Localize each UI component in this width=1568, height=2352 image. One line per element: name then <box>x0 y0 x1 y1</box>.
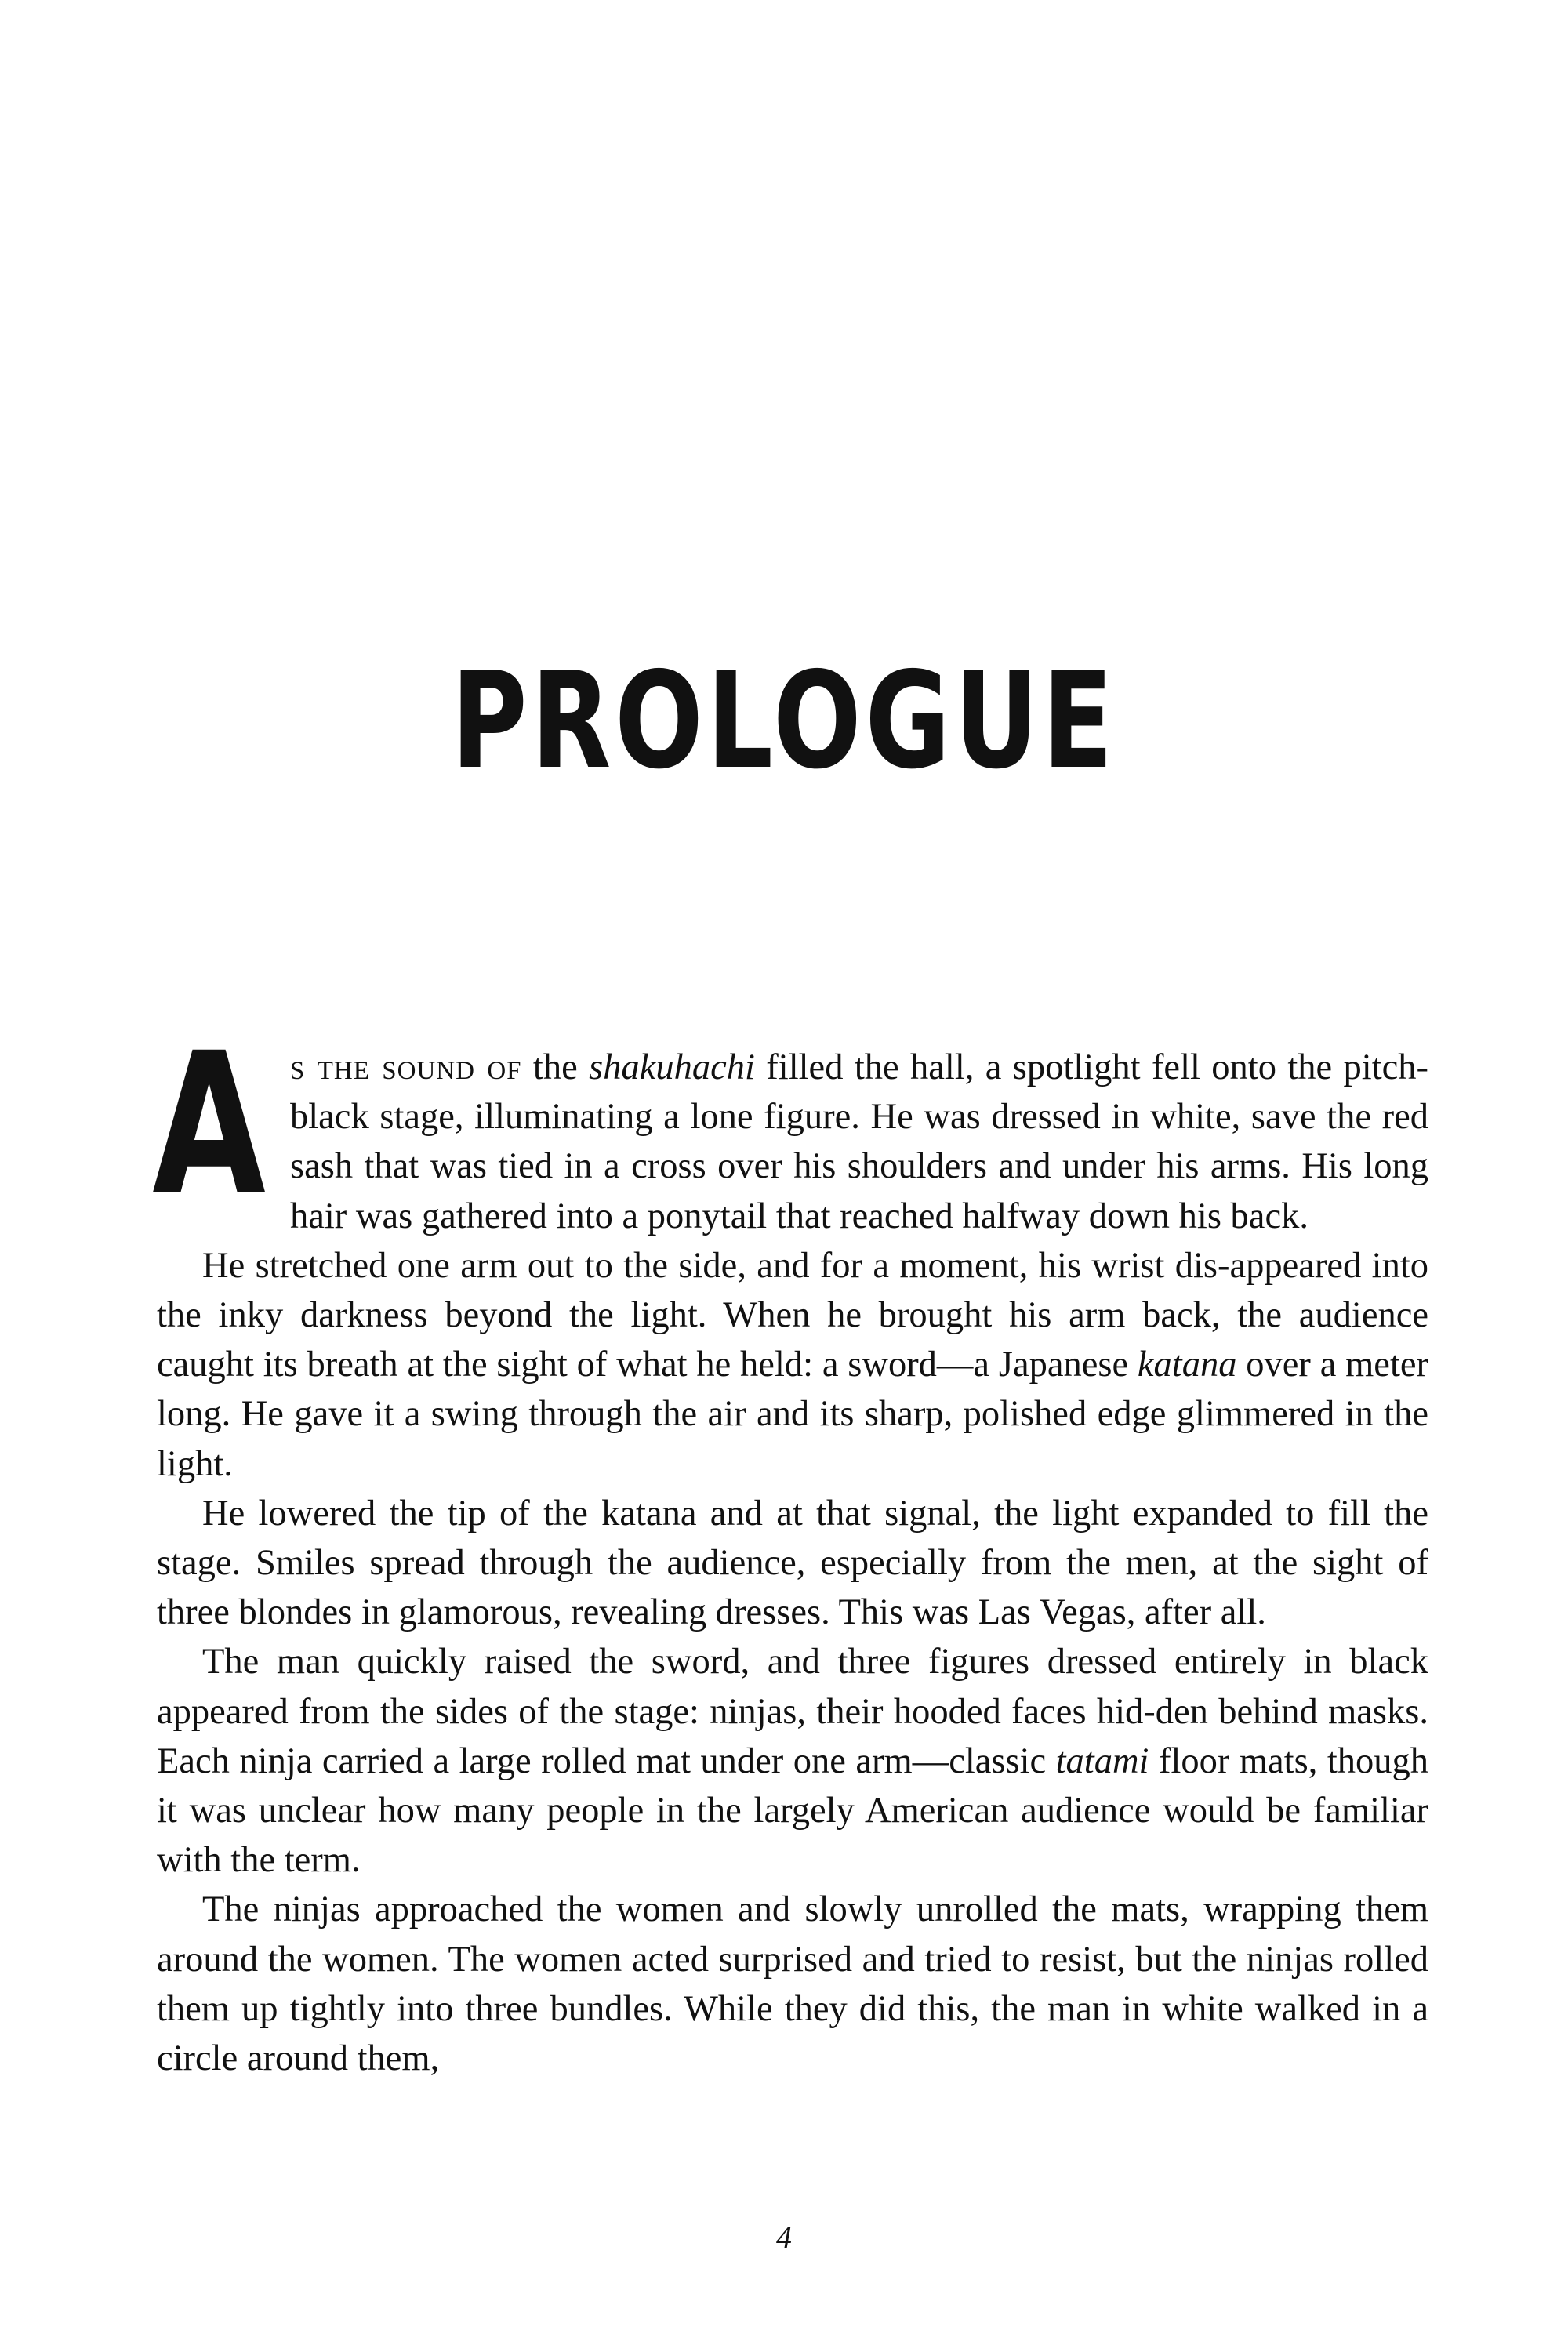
paragraph-1-text-b: filled the hall, a spotlight fell onto the pitch-black stage, illuminating a lone figure. He was dressed in white, save the red sash that was tied in a cross over his shoulders and under his arms. His long hair was gathered into a ponytail that reached halfway down his back. <box>290 1047 1429 1236</box>
paragraph-4-text-a: The man quickly raised the sword, and three figures dressed entirely in black appeared from the sides of the stage: ninjas, their hooded faces hid-den behind masks. Each ninja carried a large rolled mat under one arm—classic <box>157 1642 1428 1781</box>
paragraph-3: He lowered the tip of the katana and at that signal, the light expanded to fill the stage. Smiles spread through the audience, especially from the men, at the sight of three blondes in glamorous, revealing dresses. This was Las Vegas, after all. <box>157 1493 1428 1633</box>
paragraph-2-italic-term: katana <box>1137 1345 1237 1385</box>
paragraph-2-text-b: over a meter long. He gave it a swing through the air and its sharp, polished edge glimmered in the light. <box>157 1345 1428 1484</box>
paragraph-4-text-b: floor mats, though it was unclear how many people in the largely American audience would be familiar with the term. <box>157 1740 1428 1881</box>
page-number: 4 <box>776 2220 792 2255</box>
paragraph-5: The ninjas approached the women and slowly unrolled the mats, wrapping them around the women. The women acted surprised and tried to resist, but the ninjas rolled them up tightly into three bundles. While they did this, the man in white walked in a circle around them, <box>157 1889 1428 2079</box>
paragraph-4-italic-term: tatami <box>1055 1740 1149 1781</box>
paragraph-1-italic-term: shakuhachi <box>589 1047 755 1087</box>
chapter-body <box>152 1011 1429 2083</box>
paragraph-2 <box>157 1241 1428 1489</box>
paragraph-1-text-a: the <box>521 1047 590 1087</box>
paragraph-2-text-a: He stretched one arm out to the side, and for a moment, his wrist dis-appeared into the inky darkness beyond the light. When he brought his arm back, the audience caught its breath at the sight of what he held: a sword—a Japanese <box>157 1245 1428 1385</box>
lead-in-small-caps: s the sound of <box>290 1047 522 1087</box>
chapter-title: PROLOGUE <box>451 644 1117 799</box>
drop-cap: A <box>152 1011 267 1239</box>
paragraph-1 <box>152 1011 1429 1241</box>
paragraph-4 <box>157 1637 1428 1885</box>
